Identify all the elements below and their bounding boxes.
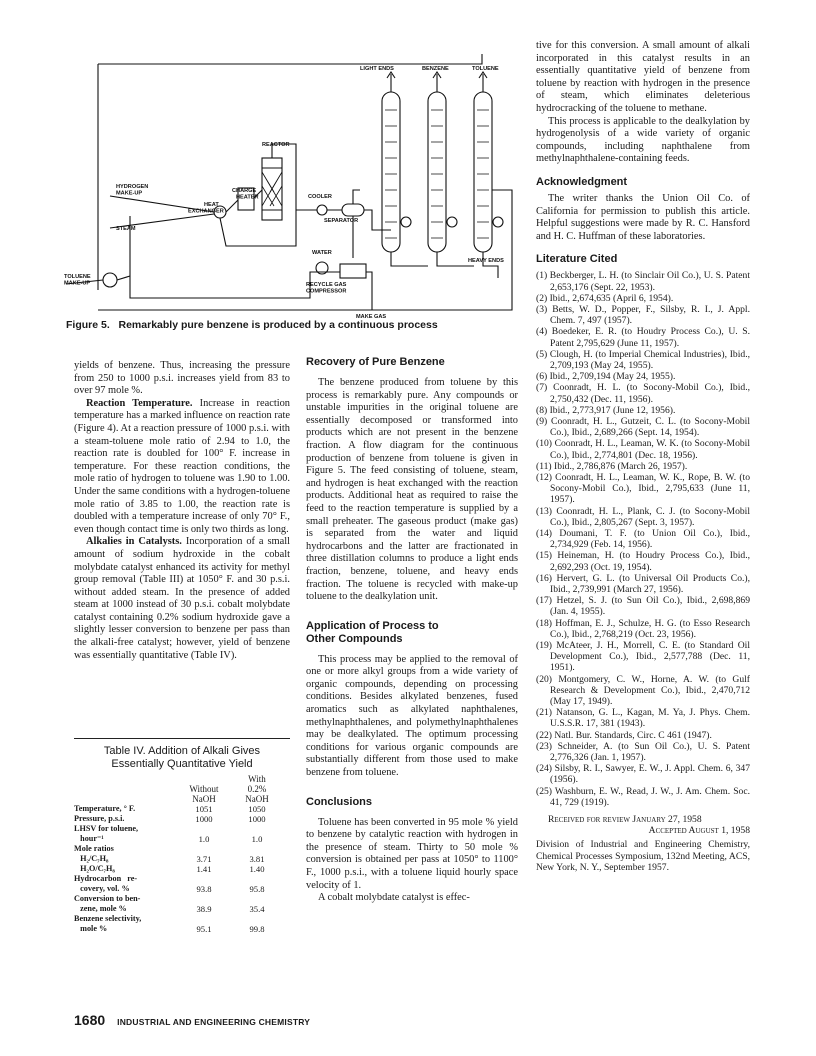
table-cell-with: 95.8: [249, 884, 265, 894]
table-col-with: With 0.2% NaOH: [245, 774, 269, 804]
table-cell-without: [178, 894, 230, 904]
reference-item: (10) Coonradt, H. L., Leaman, W. K. (to Socony-Mobil Co.), Ibid., 2,774,801 (Dec. 18, 1956).: [536, 438, 750, 461]
left-para-reaction: [74, 398, 290, 537]
table-cell-without: 38.9: [196, 904, 212, 914]
table-cell-with: 99.8: [249, 924, 265, 934]
table-row-label: Benzene selectivity,: [74, 914, 142, 923]
reaction-text: Increase in reaction temperature has a marked influence on reaction rate (Figure 4). At a reaction pressure of 1000 p.s.i. with a steam-toluene mole ratio of 2.94 to 1.0, the reaction rate is doubled for 100° F. increase in temperature. For these reaction conditions, the mole ratio of hydrogen to toluene was 1.90 to 1.00. Under the same conditions with a hydrogen-toluene mole ratio of 3.85 to 1.00, the reaction rate is doubled with a temperature increase of only 70° F., even though contact time is only two thirds as long.: [74, 397, 291, 535]
heading-application: Application of Process to Other Compounds: [306, 619, 439, 645]
table-row-label: LHSV for toluene,: [74, 824, 139, 833]
table-cell-without: 1.0: [198, 834, 210, 844]
reference-item: (7) Coonradt, H. L. (to Socony-Mobil Co.), Ibid., 2,750,432 (Dec. 11, 1956).: [536, 382, 750, 405]
table-cell-without: [178, 874, 230, 884]
label-hydrogen-makeup: HYDROGEN MAKE-UP: [116, 184, 149, 197]
reference-item: (22) Natl. Bur. Standards, Circ. C 461 (1947).: [536, 729, 712, 741]
label-light-ends: LIGHT ENDS: [360, 66, 394, 72]
table-row: [74, 824, 284, 834]
reference-item: (24) Silsby, R. I., Sawyer, E. W., J. Appl. Chem. 6, 347 (1956).: [536, 763, 750, 786]
para-conclusions-1: Toluene has been converted in 95 mole % yield to benzene by catalytic reaction with hydrogen in the presence of steam. Thirty to 50 mole % conversion is obtained per pass at 1050° to 1100° F., 1000 p.s.i., with a toluene liquid hourly space velocity of 1.: [306, 816, 518, 891]
left-para-1: yields of benzene. Thus, increasing the pressure from 250 to 1000 p.s.i. increases yield from 83 to over 97 mole %.: [74, 360, 290, 397]
table-cell-with: [230, 914, 284, 924]
table-cell-with: [230, 824, 284, 834]
table-cell-with: [230, 894, 284, 904]
table-cell-with: [230, 844, 284, 854]
reference-item: (1) Beckberger, L. H. (to Sinclair Oil Co.), U. S. Patent 2,653,176 (Sept. 22, 1953).: [536, 270, 750, 293]
label-water: WATER: [312, 250, 332, 256]
table-row: [74, 834, 284, 844]
table-cell-with: 35.4: [249, 904, 265, 914]
table-title-line1: Table IV. Addition of Alkali Gives: [103, 745, 261, 757]
reference-item: (5) Clough, H. (to Imperial Chemical Industries), Ibid., 2,709,193 (May 24, 1955).: [536, 348, 750, 371]
label-cooler: COOLER: [308, 194, 332, 200]
label-separator: SEPARATOR: [324, 218, 359, 224]
label-toluene-makeup: TOLUENE MAKE-UP: [64, 274, 91, 287]
figure-caption: Figure 5. Remarkably pure benzene is produced by a continuous process: [66, 319, 438, 331]
label-benzene: BENZENE: [422, 66, 449, 72]
table-row-label: Hydrocarbon re-: [74, 874, 138, 883]
para-conclusions-2: A cobalt molybdate catalyst is effec-: [318, 892, 470, 904]
reference-item: (17) Hetzel, S. J. (to Sun Oil Co.), Ibid., 2,698,869 (Jan. 4, 1955).: [536, 595, 750, 618]
label-charge-heater: CHARGE HEATER: [232, 188, 259, 201]
reference-item: (25) Washburn, E. W., Read, J. W., J. Am. Chem. Soc. 41, 729 (1919).: [536, 785, 750, 808]
table-header-row: [74, 774, 284, 804]
table-cell-with: 1000: [248, 814, 266, 824]
runin-reaction: Reaction Temperature.: [86, 397, 193, 409]
table-iv-title: [74, 745, 290, 771]
reference-item: (6) Ibid., 2,709,194 (May 24, 1955).: [536, 371, 676, 383]
heading-recovery: Recovery of Pure Benzene: [306, 356, 445, 368]
table-cell-without: 1000: [195, 814, 213, 824]
table-row: [74, 844, 284, 854]
table-row: [74, 804, 284, 814]
table-row-label: covery, vol. %: [74, 884, 130, 893]
table-cell-with: [230, 874, 284, 884]
label-heat-exchanger: HEAT EXCHANGER: [188, 202, 224, 215]
reference-item: (19) McAteer, J. H., Morrell, C. E. (to Standard Oil Development Co.), Ibid., 2,577,788 (Dec. 11, 1951).: [536, 640, 750, 674]
division-note: Division of Industrial and Engineering Chemistry, Chemical Processes Symposium, 132nd Meeting, ACS, New York, N. Y., September 1957.: [536, 839, 750, 873]
table-row-label: hour⁻¹: [74, 834, 104, 843]
table-row-label: zene, mole %: [74, 904, 127, 913]
heading-conclusions: Conclusions: [306, 795, 373, 808]
table-row: [74, 884, 284, 894]
reference-item: (21) Natanson, G. L., Kagan, M. Ya, J. Phys. Chem. U.S.S.R. 17, 381 (1943).: [536, 707, 750, 730]
page-number: 1680: [74, 1012, 106, 1028]
label-make-gas: MAKE GAS: [356, 314, 387, 320]
table-cell-without: 1.41: [196, 864, 212, 874]
accepted-line: Accepted August 1, 1958: [648, 825, 750, 837]
reference-item: (16) Hervert, G. L. (to Universal Oil Products Co.), Ibid., 2,739,991 (March 27, 1956).: [536, 572, 750, 595]
reference-item: (12) Coonradt, H. L., Leaman, W. K., Rope, B. W. (to Socony-Mobil Co.), Ibid., 2,795,633 (June 11, 1957).: [536, 471, 750, 506]
reference-item: (15) Heineman, H. (to Houdry Process Co.), Ibid., 2,692,293 (Oct. 19, 1954).: [536, 550, 750, 573]
table-row-label: H₂/C₇H₈: [74, 854, 109, 863]
table-row-label: H₂O/C₇H₈: [74, 864, 115, 873]
table-row: [74, 904, 284, 914]
reference-item: (2) Ibid., 2,674,635 (April 6, 1954).: [536, 292, 674, 304]
table-row: [74, 874, 284, 884]
table-cell-without: 93.8: [196, 884, 212, 894]
reference-item: (20) Montgomery, C. W., Horne, A. W. (to Gulf Research & Development Co.), Ibid., 2,470,712 (May 17, 1949).: [536, 673, 750, 708]
table-cell-without: 3.71: [196, 854, 212, 864]
table-iv-box: [74, 738, 290, 934]
table-row: [74, 854, 284, 864]
table-row-label: Temperature, ° F.: [74, 804, 136, 813]
heading-acknowledgment: Acknowledgment: [536, 175, 628, 188]
runin-alkalies: Alkalies in Catalysts.: [86, 536, 182, 548]
table-row-label: mole %: [74, 924, 108, 933]
table-cell-with: 1.0: [251, 834, 263, 844]
reference-item: (9) Coonradt, H. L., Gutzeit, C. L. (to Socony-Mobil Co.), Ibid., 2,689,266 (Sept. 14, 1954).: [536, 415, 750, 439]
table-cell-without: 1051: [195, 804, 213, 814]
label-toluene: TOLUENE: [472, 66, 499, 72]
table-cell-with: 1050: [248, 804, 266, 814]
para-applicable: This process is applicable to the dealkylation by hydrogenolysis of a wide variety of organic compounds, including naphthalene from methylnaphthalene-containing feeds.: [536, 115, 750, 165]
para-continued: tive for this conversion. A small amount of alkali incorporated in this catalyst results in an essentially quantitative yield of benzene from toluene by reaction with hydrogen in the presence of steam, which eliminates deleterious hydrocracking of the toluene to methane.: [536, 40, 750, 114]
table-row-label: Mole ratios: [74, 844, 114, 853]
reference-item: (8) Ibid., 2,773,917 (June 12, 1956).: [536, 404, 676, 416]
label-recycle-gas-compressor: RECYCLE GAS COMPRESSOR: [306, 282, 347, 295]
page-footer: [74, 1012, 310, 1030]
table-cell-without: 95.1: [196, 924, 212, 934]
label-reactor: REACTOR: [262, 142, 290, 148]
table-row: [74, 864, 284, 874]
table-row-label: Conversion to ben-: [74, 894, 141, 903]
table-cell-with: 3.81: [249, 854, 265, 864]
table-row: [74, 814, 284, 824]
heading-literature: Literature Cited: [536, 253, 618, 266]
right-column: [536, 40, 750, 873]
reference-item: (13) Coonradt, H. L., Plank, C. J. (to Socony-Mobil Co.), Ibid., 2,805,267 (Sept. 3, 1957).: [536, 505, 750, 528]
para-acknowledgment: The writer thanks the Union Oil Co. of California for permission to publish this article. Helpful suggestions were made by R. C. Hansford and H. C. Huffman of these laboratories.: [536, 192, 750, 242]
table-cell-without: [178, 914, 230, 924]
journal-name: INDUSTRIAL AND ENGINEERING CHEMISTRY: [117, 1017, 311, 1027]
table-row-label: Pressure, p.s.i.: [74, 814, 125, 823]
reference-item: (11) Ibid., 2,786,876 (March 26, 1957).: [536, 460, 688, 472]
reference-item: (14) Doumani, T. F. (to Union Oil Co.), Ibid., 2,734,929 (Feb. 14, 1956).: [536, 527, 750, 551]
label-heavy-ends: HEAVY ENDS: [468, 258, 504, 264]
table-cell-without: [178, 844, 230, 854]
table-iv: [74, 774, 284, 934]
left-para-alkalies: [74, 536, 290, 662]
reference-item: (23) Schneider, A. (to Sun Oil Co.), U. S. Patent 2,776,326 (Jan. 1, 1957).: [536, 740, 750, 764]
reference-item: (18) Hoffman, E. J., Schulze, H. G. (to Esso Research Co.), Ibid., 2,768,219 (Oct. 23, 1956).: [536, 617, 750, 640]
label-steam: STEAM: [116, 226, 136, 232]
reference-item: (4) Boedeker, E. R. (to Houdry Process Co.), U. S. Patent 2,795,629 (June 11, 1957).: [536, 326, 750, 349]
reference-item: (3) Betts, W. D., Popper, F., Silsby, R. I., J. Appl. Chem. 7, 497 (1957).: [536, 303, 750, 327]
table-title-line2: Essentially Quantitative Yield: [111, 758, 253, 770]
table-cell-without: [178, 824, 230, 834]
table-row: [74, 914, 284, 924]
para-application: This process may be applied to the removal of one or more alkyl groups from a wide variety of organic compounds, depending on processing conditions. Besides alkylated benzenes, fused aromatics such as alkylated naphthalenes, methylnaphthalenes, and polymethylnaphthalenes may be dealkylated. The optimum processing conditions for various organic compounds are substantially different from those used to make benzene from toluene.: [306, 653, 518, 779]
para-recovery: The benzene produced from toluene by this process is remarkably pure. Any compounds or unstable impurities in the original toluene are essentially decomposed or transformed into products which are not present in the benzene fraction. A flow diagram for the continuous production of benzene from toluene is given in Figure 5. The feed consisting of toluene, steam, and hydrogen is heat exchanged with the reaction products. Additional heat as required to raise the feed to the reaction temperature is supplied by a small preheater. The gaseous product (make gas) is separated from the water and liquid hydrocarbons and the latter are fractionated in three distillation columns to produce a light ends fraction, benzene, toluene, and heavy ends fraction. The toluene is recycled with make-up toluene to the dealkylation unit.: [306, 377, 518, 603]
table-row: [74, 924, 284, 934]
left-column: [74, 360, 290, 662]
alkalies-text: Incorporation of a small amount of sodium hydroxide in the cobalt molybdate catalyst enhanced its activity for methyl group removal (Table III) at 1050° F. and 30 p.s.i. without added steam. In the presence of added steam at 1000 instead of 30 p.s.i. cobalt molybdate catalyst containing 0.2% sodium hydroxide gave a slightly lesser conversion to benzene per pass than the alkali-free catalyst; however, yield of benzene was essentially quantitative (Table IV).: [74, 536, 290, 661]
table-cell-with: 1.40: [249, 864, 265, 874]
received-line: Received for review January 27, 1958: [548, 814, 702, 826]
table-row: [74, 894, 284, 904]
references-list: [536, 270, 750, 808]
table-col-without: Without NaOH: [189, 784, 219, 804]
flow-diagram: [60, 40, 530, 322]
middle-column: [306, 356, 518, 905]
